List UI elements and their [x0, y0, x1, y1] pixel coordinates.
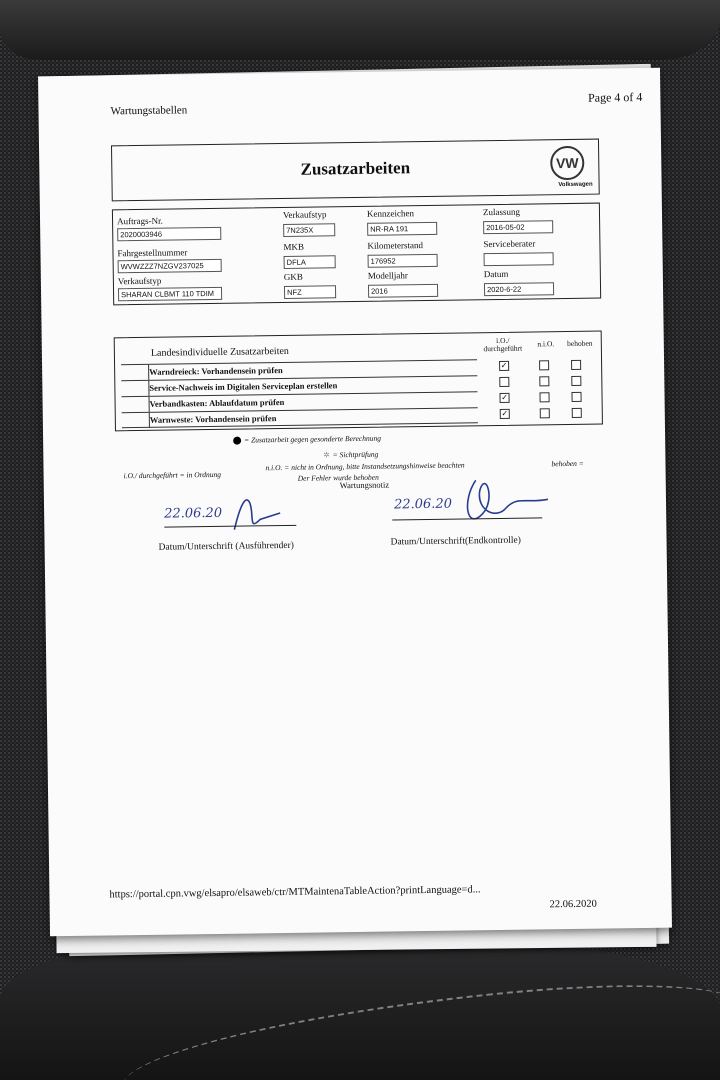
- col-io-header: i.O./ durchgeführt: [483, 335, 523, 354]
- task-label: Warndreieck: Vorhandensein prüfen: [149, 364, 283, 377]
- footer-date: 22.06.2020: [549, 898, 597, 911]
- seat-backrest: [0, 0, 720, 60]
- star-icon: ✲: [323, 450, 330, 460]
- verkaufstyp2-value: 7N235X: [283, 223, 335, 237]
- legend-sicht-text: = Sichtprüfung: [332, 449, 379, 460]
- col-nio-header: n.i.O.: [537, 339, 555, 349]
- serviceberater-value: [484, 252, 554, 266]
- document-page: [38, 68, 672, 937]
- title-box: [111, 139, 600, 202]
- task-marker-cell: [121, 381, 149, 396]
- legend-zusatz: [233, 434, 381, 445]
- page-number: Page 4 of 4: [587, 89, 643, 105]
- auftrags-nr-label: Auftrags-Nr.: [116, 215, 163, 227]
- legend-nio-2: Der Fehler wurde behoben: [297, 472, 379, 483]
- verkaufstyp2-label: Verkaufstyp: [282, 209, 327, 220]
- signature-left-scribble: [220, 485, 291, 546]
- task-marker-cell: [122, 413, 150, 428]
- signature-right-handwriting: 22.06.20: [393, 496, 453, 513]
- tasks-heading: Landesindividuelle Zusatzarbeiten: [150, 345, 289, 359]
- mkb-value: DFLA: [284, 255, 336, 269]
- nio-checkbox[interactable]: [540, 408, 550, 418]
- legend-behoben: behoben =: [551, 458, 584, 469]
- nio-checkbox[interactable]: [539, 376, 549, 386]
- vehicle-info-box: [112, 203, 601, 306]
- mkb-label: MKB: [283, 241, 305, 252]
- behoben-checkbox[interactable]: [571, 392, 581, 402]
- kennzeichen-label: Kennzeichen: [366, 208, 415, 219]
- verkaufstyp-text-value: SHARAN CLBMT 110 TDIM: [118, 287, 222, 301]
- datum-label: Datum: [483, 268, 509, 280]
- signature-left-handwriting: 22.06.20: [164, 505, 223, 522]
- brand-name: Volkswagen: [558, 181, 593, 189]
- signature-right-scribble: [455, 459, 556, 540]
- legend-nio: n.i.O. = nicht in Ordnung, bitte Instandsetzungshinweise beachten: [265, 460, 465, 473]
- legend-io: i.O./ durchgeführt = in Ordnung: [123, 469, 222, 481]
- task-label: Service-Nachweis im Digitalen Serviceplan erstellen: [149, 380, 338, 393]
- task-marker-cell: [121, 365, 149, 380]
- nio-checkbox[interactable]: [539, 360, 549, 370]
- zulassung-value: 2016-05-02: [483, 220, 553, 234]
- verkaufstyp-label: Verkaufstyp: [117, 275, 162, 287]
- serviceberater-label: Serviceberater: [483, 238, 536, 250]
- behoben-checkbox[interactable]: [572, 408, 582, 418]
- signature-left-caption: Datum/Unterschrift (Ausführender): [158, 540, 295, 553]
- behoben-checkbox[interactable]: [571, 360, 581, 370]
- signature-right-caption: Datum/Unterschrift(Endkontrolle): [390, 535, 521, 548]
- km-label: Kilometerstand: [367, 240, 423, 251]
- kennzeichen-value: NR-RA 191: [367, 222, 437, 236]
- nio-checkbox[interactable]: [539, 392, 549, 402]
- wartungsnotiz-label: Wartungsnotiz: [339, 479, 390, 491]
- zulassung-label: Zulassung: [482, 206, 521, 218]
- fahrgestell-label: Fahrgestellnummer: [117, 247, 188, 259]
- gkb-label: GKB: [283, 271, 303, 282]
- datum-value: 2020-6-22: [484, 282, 554, 296]
- io-checkbox[interactable]: ✓: [501, 392, 508, 402]
- header-left: Wartungstabellen: [110, 104, 188, 118]
- io-checkbox[interactable]: ✓: [500, 360, 508, 370]
- col-behoben-header: behoben: [567, 338, 593, 349]
- legend-zusatz-text: = Zusatzarbeit gegen gesonderte Berechnung: [244, 433, 382, 445]
- tasks-table: [114, 331, 603, 432]
- vw-logo-icon: VW: [550, 146, 584, 180]
- task-label: Verbandkasten: Ablaufdatum prüfen: [149, 396, 285, 409]
- task-marker-cell: [122, 397, 150, 412]
- km-value: 176952: [368, 254, 438, 268]
- page-title: Zusatzarbeiten: [300, 158, 411, 179]
- io-checkbox[interactable]: [499, 377, 509, 387]
- io-checkbox[interactable]: ✓: [501, 408, 509, 418]
- task-label: Warnweste: Vorhandensein prüfen: [149, 413, 277, 425]
- modelljahr-label: Modelljahr: [367, 270, 408, 281]
- footer-url: https://portal.cpn.vwg/elsapro/elsaweb/ctr/MTMaintenaTableAction?printLanguage=d...: [109, 884, 481, 901]
- modelljahr-value: 2016: [368, 284, 438, 298]
- legend-sicht: [323, 450, 378, 460]
- gkb-value: NFZ: [284, 285, 336, 299]
- fahrgestell-value: WVWZZZ7NZGV237025: [118, 259, 222, 273]
- behoben-checkbox[interactable]: [571, 376, 581, 386]
- auftrags-nr-value: 2020003946: [117, 227, 221, 241]
- black-dot-icon: [233, 437, 241, 445]
